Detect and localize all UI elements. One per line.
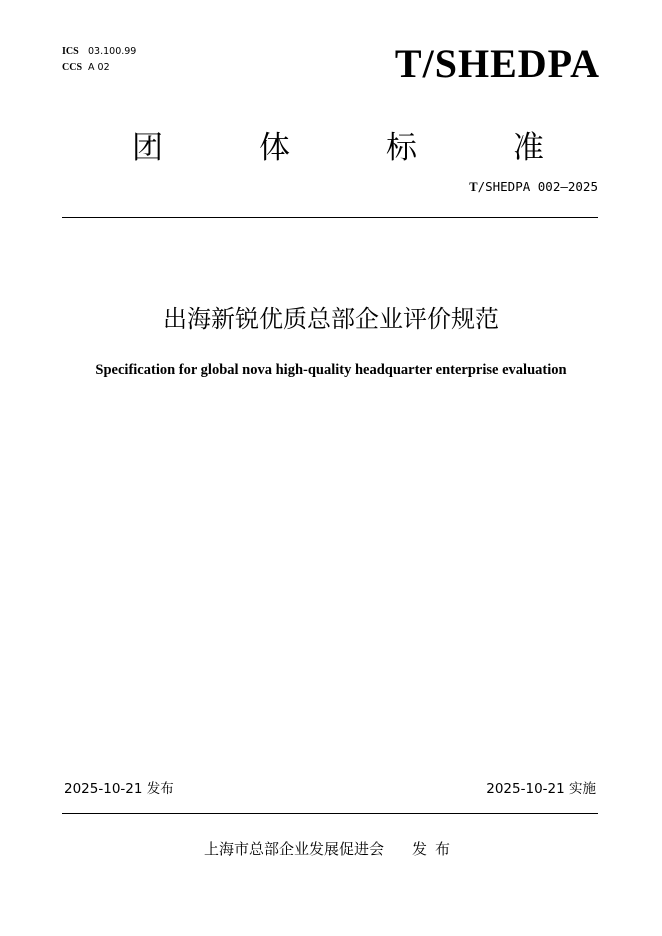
ccs-value: A 02 — [88, 62, 110, 73]
ics-line — [62, 44, 136, 60]
ics-value: 03.100.99 — [88, 46, 137, 57]
ccs-line — [62, 60, 136, 76]
standard-type-char: 体 — [259, 130, 290, 166]
standard-number-prefix: T — [469, 180, 478, 194]
issuer-line — [0, 838, 662, 860]
document-title-english: Specification for global nova high-quality headquarter enterprise evaluation — [95, 362, 567, 378]
standard-number — [469, 179, 598, 195]
document-title-chinese: 出海新锐优质总部企业评价规范 — [163, 305, 499, 333]
classification-codes — [62, 44, 136, 76]
organization-code: T/SHEDPA — [394, 41, 600, 86]
standard-type-char: 准 — [513, 130, 544, 166]
publish-date: 2025-10-21 发布 — [64, 781, 174, 797]
ccs-label: CCS — [62, 62, 83, 73]
implementation-date: 2025-10-21 实施 — [486, 781, 596, 797]
standard-number-rest: /SHEDPA 002—2025 — [477, 179, 598, 194]
bottom-divider — [62, 813, 598, 814]
ics-label: ICS — [62, 46, 79, 57]
standard-type-char: 团 — [132, 130, 163, 166]
issuer-name: 上海市总部企业发展促进会 — [203, 840, 384, 858]
issuer-action: 发布 — [412, 840, 459, 858]
standard-type-char: 标 — [386, 130, 417, 166]
top-divider — [62, 217, 598, 218]
standard-type-heading — [132, 128, 544, 168]
